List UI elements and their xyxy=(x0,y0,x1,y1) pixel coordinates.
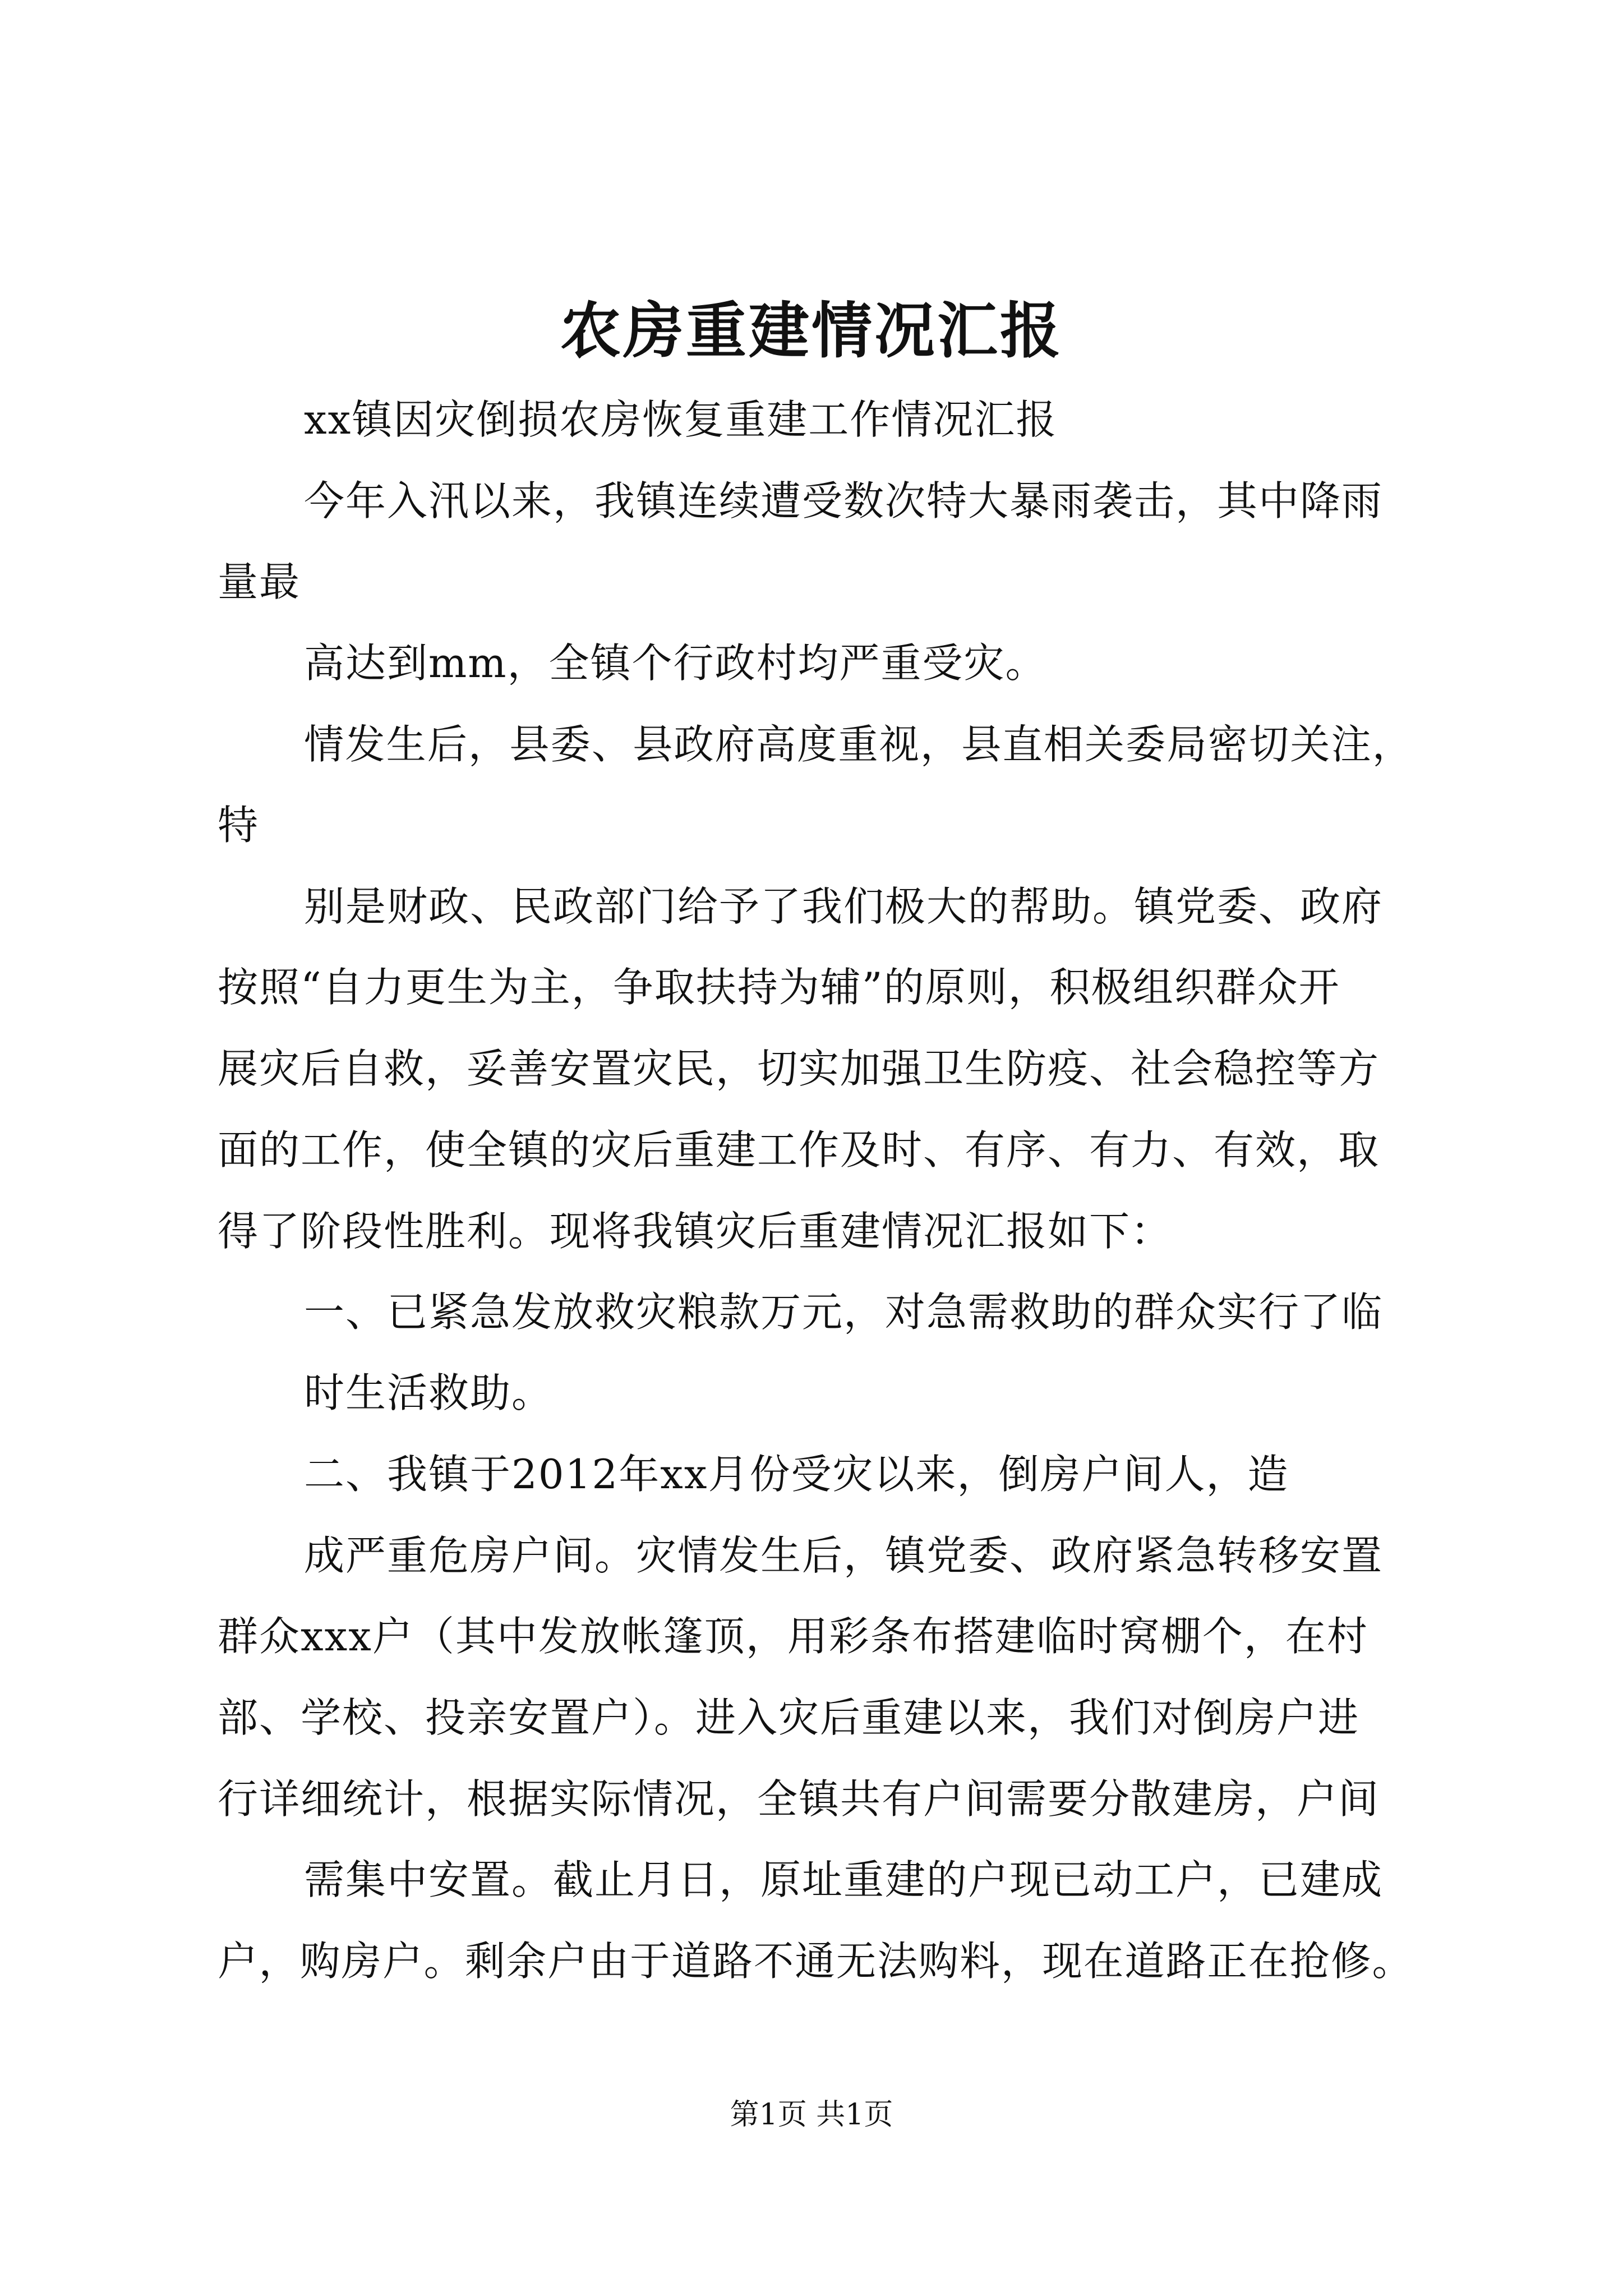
paragraph-line: 按照“自力更生为主，争取扶持为辅”的原则，积极组织群众开 xyxy=(218,964,1340,1011)
paragraph-line: 二、我镇于2012年xx月份受灾以来，倒房户间人，造 xyxy=(304,1451,1289,1498)
document-title: 农房重建情况汇报 xyxy=(560,296,1063,366)
paragraph-line: 面的工作，使全镇的灾后重建工作及时、有序、有力、有效，取 xyxy=(218,1126,1380,1174)
paragraph-line: 群众xxx户（其中发放帐篷顶，用彩条布搭建临时窝棚个，在村 xyxy=(218,1613,1368,1660)
paragraph-line: 今年入汛以来，我镇连续遭受数次特大暴雨袭击，其中降雨 xyxy=(304,477,1384,524)
paragraph-line: 高达到mm，全镇个行政村均严重受灾。 xyxy=(304,639,1047,687)
paragraph-line: 行详细统计，根据实际情况，全镇共有户间需要分散建房，户间 xyxy=(218,1775,1380,1823)
paragraph-line: 特 xyxy=(218,802,260,849)
paragraph-line: 时生活救助。 xyxy=(304,1369,554,1416)
paragraph-line: 需集中安置。截止月日，原址重建的户现已动工户，已建成 xyxy=(304,1856,1384,1903)
paragraph-line: 户，购房户。剩余户由于道路不通无法购料，现在道路正在抢修。 xyxy=(218,1938,1414,1985)
subtitle-line: xx镇因灾倒损农房恢复重建工作情况汇报 xyxy=(304,396,1058,443)
paragraph-line: 展灾后自救，妥善安置灾民，切实加强卫生防疫、社会稳控等方 xyxy=(218,1045,1380,1092)
paragraph-line: 成严重危房户间。灾情发生后，镇党委、政府紧急转移安置 xyxy=(304,1532,1384,1579)
paragraph-line: 量最 xyxy=(218,558,301,605)
paragraph-line: 情发生后，县委、县政府高度重视，县直相关委局密切关注， xyxy=(304,721,1414,768)
paragraph-line: 一、已紧急发放救灾粮款万元，对急需救助的群众实行了临 xyxy=(304,1289,1384,1336)
paragraph-line: 得了阶段性胜利。现将我镇灾后重建情况汇报如下： xyxy=(218,1208,1173,1255)
page-footer: 第1页 共1页 xyxy=(730,2098,893,2132)
paragraph-line: 别是财政、民政部门给予了我们极大的帮助。镇党委、政府 xyxy=(304,883,1384,930)
paragraph-line: 部、学校、投亲安置户）。进入灾后重建以来，我们对倒房户进 xyxy=(218,1694,1360,1741)
